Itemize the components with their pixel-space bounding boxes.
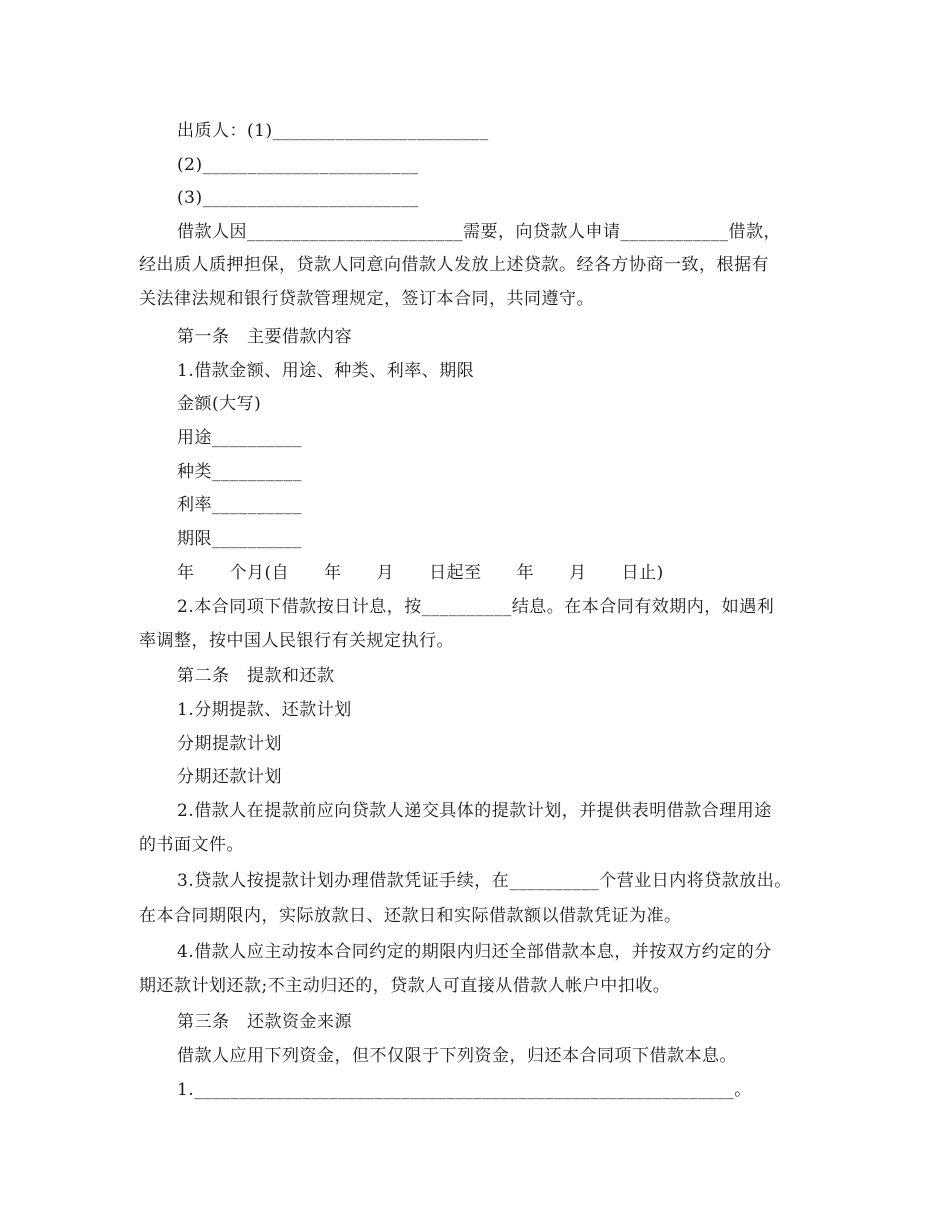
paragraph-line: 关法律法规和银行贷款管理规定，签订本合同，共同遵守。 (139, 289, 594, 309)
clause-line: 2.本合同项下借款按日计息，按__________结息。在本合同有效期内，如遇利 (177, 597, 775, 617)
term-field-line: 期限__________ (177, 529, 302, 549)
date-range-line: 年 个月(自 年 月 日起至 年 月 日止) (177, 563, 664, 583)
article-2-heading: 第二条 提款和还款 (177, 666, 335, 686)
clause-line: 4.借款人应主动按本合同约定的期限内归还全部借款本息，并按双方约定的分 (177, 942, 772, 962)
article-3-heading: 第三条 还款资金来源 (177, 1012, 352, 1032)
rate-field-line: 利率__________ (177, 495, 302, 515)
purpose-field-line: 用途__________ (177, 428, 302, 448)
clause-line: 率调整，按中国人民银行有关规定执行。 (139, 631, 454, 651)
clause-line: 2.借款人在提款前应向贷款人递交具体的提款计划，并提供表明借款合理用途 (177, 801, 772, 821)
pledgor-3-line: (3)________________________ (177, 188, 419, 208)
clause-line: 在本合同期限内，实际放款日、还款日和实际借款额以借款凭证为准。 (139, 906, 682, 926)
amount-field-line: 金额(大写) (177, 394, 262, 414)
fund-source-1-line: 1.____________________________________________________________。 (177, 1080, 752, 1100)
paragraph-line: 借款人因________________________需要，向贷款人申请____________借款， (177, 222, 781, 242)
clause-line: 1.借款金额、用途、种类、利率、期限 (177, 361, 475, 381)
clause-line: 期还款计划还款;不主动归还的，贷款人可直接从借款人帐户中扣收。 (139, 976, 671, 996)
withdrawal-plan-line: 分期提款计划 (177, 734, 282, 754)
repayment-plan-line: 分期还款计划 (177, 767, 282, 787)
type-field-line: 种类__________ (177, 462, 302, 482)
pledgor-2-line: (2)________________________ (177, 155, 419, 175)
article-1-heading: 第一条 主要借款内容 (177, 327, 352, 347)
clause-line: 的书面文件。 (139, 835, 244, 855)
clause-line: 1.分期提款、还款计划 (177, 700, 352, 720)
clause-line: 借款人应用下列资金，但不仅限于下列资金，归还本合同项下借款本息。 (177, 1046, 737, 1066)
paragraph-line: 经出质人质押担保，贷款人同意向借款人发放上述贷款。经各方协商一致，根据有 (139, 255, 769, 275)
pledgor-1-line: 出质人：(1)________________________ (177, 121, 489, 141)
clause-line: 3.贷款人按提款计划办理借款凭证手续，在__________个营业日内将贷款放出。 (177, 871, 792, 891)
